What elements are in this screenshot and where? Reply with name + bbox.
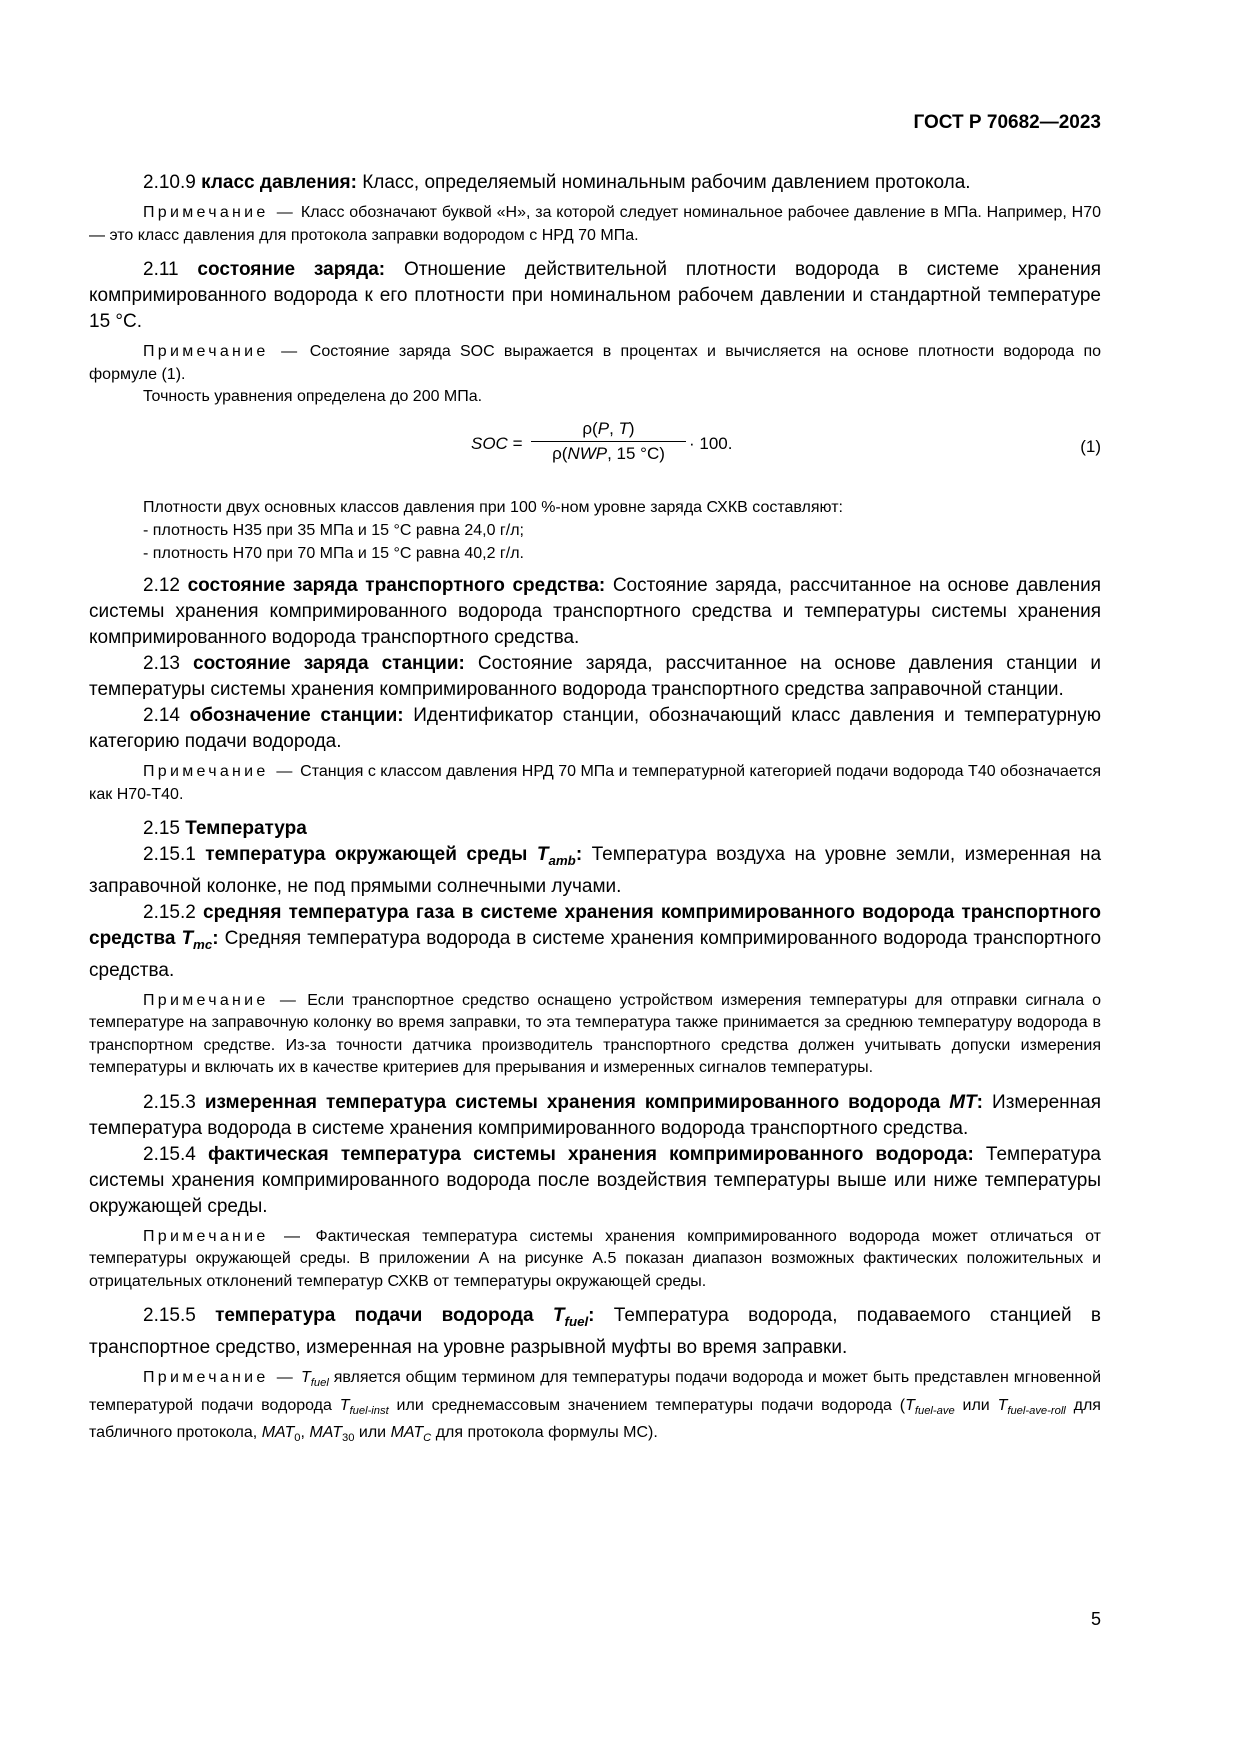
clause-2-15-2: 2.15.2 средняя температура газа в системе хранения компримированного водорода транспортного средства $T_{mc}$: Средняя температура водорода в системе хранения компримированного водорода транспортного средства. (89, 901, 1102, 981)
note-2-10-9: Примечание — Класс обозначают буквой «Н», за которой следует номинальное рабочее давление в МПа. Например, Н70 — это класс давления для протокола заправки водородом с НРД 70 МПа. (89, 204, 1102, 244)
note-2-15-5: Примечание — $T_{fuel}$ является общим термином для температуры подачи водорода и может быть представлен мгновенной температурой подачи водорода $T_{fuel-inst}$ или среднемассовым значением температуры подачи водорода ($T_{fuel-ave}$ или $T_{fuel-ave-roll}$ для табличного протокола, $MAT_0$, $MAT_{30}$ или $MAT_C$ для протокола формулы МС). (89, 1368, 1102, 1445)
formula-number: (1) (1080, 436, 1101, 456)
document-header: ГОСТ Р 70682—2023 (913, 112, 1101, 133)
clause-2-13: 2.13 состояние заряда станции: Состояние заряда, рассчитанное на основе давления станции и температуры системы хранения компримированного водорода транспортного средства заправочной станции. (89, 653, 1101, 700)
clause-2-15-1: 2.15.1 температура окружающей среды $T_{amb}$: Температура воздуха на уровне земли, измеренная на заправочной колонке, не под прямыми солнечными лучами. (89, 844, 1102, 897)
clause-2-15-4: 2.15.4 фактическая температура системы хранения компримированного водорода: Температура системы хранения компримированного водорода после воздействия температуры выше или ниже температуры окружающей среды. (89, 1143, 1101, 1217)
clause-2-15-3: 2.15.3 измеренная температура системы хранения компримированного водорода MT: Измеренная температура водорода в системе хранения компримированного водорода транспортного средства. (89, 1091, 1102, 1139)
formula-lhs: SOC = (471, 433, 523, 453)
densities-intro: Плотности двух основных классов давления при 100 %-ном уровне заряда СХКВ составляют: (143, 498, 843, 516)
clause-2-14: 2.14 обозначение станции: Идентификатор станции, обозначающий класс давления и температурную категорию подачи водорода. (89, 705, 1102, 752)
note-label: Примечание — (143, 204, 297, 221)
formula-fraction (531, 419, 686, 464)
clause-2-12: 2.12 состояние заряда транспортного средства: Состояние заряда, рассчитанное на основе давления системы хранения компримированного водорода транспортного средства и температуры системы хранения компримированного водорода транспортного средства. (89, 575, 1102, 648)
clause-2-11: 2.11 состояние заряда: Отношение действительной плотности водорода в системе хранения компримированного водорода к его плотности при номинальном рабочем давлении и стандартной температуре 15 °С. (89, 259, 1102, 332)
note-label: Примечание — (143, 1227, 304, 1245)
density-item: - плотность Н70 при 70 МПа и 15 °С равна 40,2 г/л. (143, 545, 524, 562)
document-body (89, 170, 1101, 1460)
note-2-15-4: Примечание — Фактическая температура системы хранения компримированного водорода может отличаться от температуры окружающей среды. В приложении А на рисунке А.5 показан диапазон возможных фактических положительных и отрицательных отклонений температур СХКВ от температуры окружающей среды. (89, 1227, 1101, 1290)
density-item: - плотность Н35 при 35 МПа и 15 °С равна 24,0 г/л; (143, 522, 524, 539)
note-2-14: Примечание — Станция с классом давления НРД 70 МПа и температурной категорией подачи водорода Т40 обозначается как Н70-Т40. (89, 763, 1102, 803)
formula-rhs: · 100. (689, 433, 733, 453)
note-label: Примечание — (143, 763, 296, 780)
note-2-15-2: Примечание — Если транспортное средство оснащено устройством измерения температуры для отправки сигнала о температуре на заправочную колонку во время заправки, то эта температура также принимается за среднюю температуру водорода в транспортном средстве. Из-за точности датчика производитель транспортного средства должен учитывать допуски измерения температуры и включать их в качестве критериев для прерывания и измеренных сигналов температуры. (89, 991, 1102, 1077)
formula-numerator: ρ(P, T) (582, 418, 635, 438)
formula-soc (89, 419, 1101, 477)
note-label: Примечание — (143, 1368, 297, 1386)
page-number: 5 (1090, 1609, 1101, 1629)
clause-2-10-9: 2.10.9 класс давления: Класс, определяемый номинальным рабочим давлением протокола. (143, 172, 971, 193)
note-label: Примечание — (143, 991, 300, 1009)
note-label: Примечание — (143, 343, 301, 360)
formula-denominator: ρ(NWP, 15 °C) (552, 443, 665, 463)
accuracy-text: Точность уравнения определена до 200 МПа. (143, 388, 483, 405)
clause-2-15: 2.15 Температура (143, 818, 307, 839)
clause-2-15-5: 2.15.5 температура подачи водорода $T_{fuel}$: Температура водорода, подаваемого станцией в транспортное средство, измеренная на уровне разрывной муфты во время заправки. (89, 1305, 1101, 1358)
note-2-11: Примечание — Состояние заряда SOC выражается в процентах и вычисляется на основе плотности водорода по формуле (1). (89, 343, 1102, 383)
